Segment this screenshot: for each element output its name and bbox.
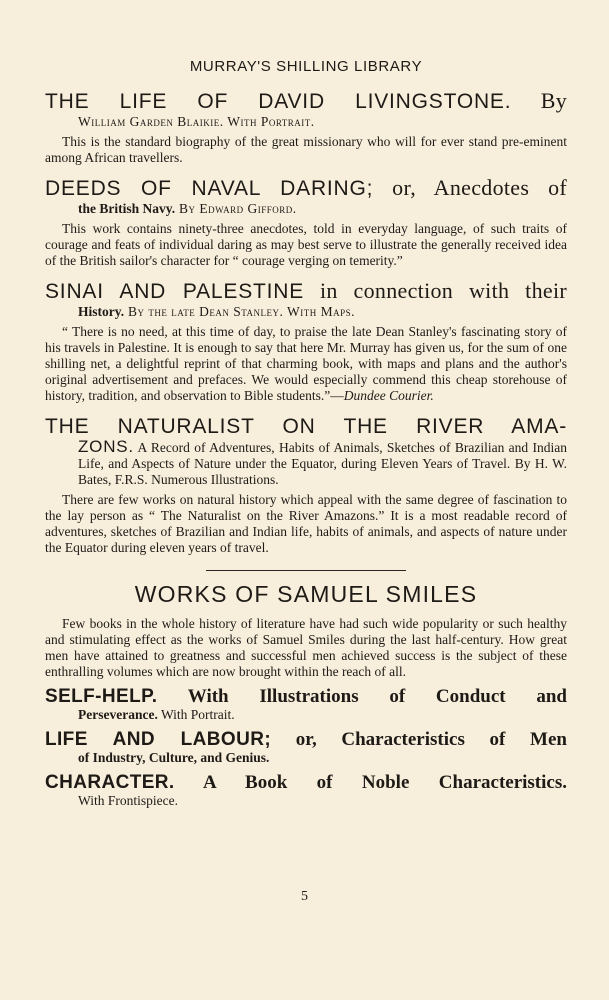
work-entry-character xyxy=(45,772,567,809)
book-title xyxy=(45,89,567,114)
book-author: By Edward Gifford. xyxy=(175,201,297,216)
book-title-tail: or, Anecdotes of xyxy=(373,175,568,200)
book-author: By the late Dean Stanley. With Maps. xyxy=(124,304,356,319)
work-entry-self-help xyxy=(45,686,567,723)
book-title-tail: By xyxy=(511,88,567,113)
work-title-tail: A Book of Noble Characteristics. xyxy=(174,772,567,793)
book-subtitle-text: History. xyxy=(78,304,125,319)
review-source: Dundee Courier. xyxy=(343,388,434,403)
book-details: A Record of Adventures, Habits of Animals, Sketches of Brazilian and Indian Life, and Aspects of Nature under the Equator, during Eleven Years of Travel. By H. W. Bates, F.R.S. Numerous Illustrations. xyxy=(78,440,567,487)
book-description: There are few works on natural history which appeal with the same degree of fascination to the lay person as “ The Naturalist on the River Amazons.” It is a most readable record of adventures, sketches of Brazilian and Indian life, habits of animals, and aspects of nature under the Equator during eleven years of travel. xyxy=(45,492,567,555)
book-entry-livingstone xyxy=(45,89,567,166)
book-entry-naturalist xyxy=(45,414,567,556)
work-title-main: SELF-HELP. xyxy=(45,686,158,707)
page-content xyxy=(45,58,567,809)
work-title xyxy=(45,729,567,750)
work-subtitle xyxy=(45,750,567,766)
book-title-tail: in connection with their xyxy=(304,278,567,303)
book-title-continuation xyxy=(45,439,567,488)
book-title-main: THE NATURALIST ON THE RIVER AMA- xyxy=(45,415,567,438)
book-review xyxy=(45,324,567,404)
work-subtitle-plain: With Portrait. xyxy=(157,707,235,722)
section-title: WORKS OF SAMUEL SMILES xyxy=(134,581,478,607)
book-subtitle-text: the British Navy. xyxy=(78,201,176,216)
review-quote: “ There is no need, at this time of day, to praise the late Dean Stanley's fascinating story of his travels in Palestine. It is enough to say that here Mr. Murray has given us, for the sum of one shilling net, a delightful reprint of that charming book, with maps and plans and the author's original advertisement and prefaces. We would especially commend this cheap storehouse of history, tradition, and observation to Bible students.”— xyxy=(45,324,567,403)
section-divider xyxy=(206,570,406,571)
book-entry-naval-daring xyxy=(45,176,567,269)
book-title xyxy=(45,176,567,201)
work-title-main: LIFE AND LABOUR; xyxy=(45,729,272,750)
page-number: 5 xyxy=(301,889,308,904)
book-title-cont: ZONS. xyxy=(78,437,134,456)
book-subtitle xyxy=(45,304,567,320)
work-title xyxy=(45,686,567,707)
work-subtitle-plain: With Frontispiece. xyxy=(78,793,178,808)
book-title xyxy=(45,279,567,304)
work-subtitle xyxy=(45,707,567,723)
smiles-section xyxy=(45,581,567,809)
book-title-main: DEEDS OF NAVAL DARING; xyxy=(45,177,374,200)
work-title xyxy=(45,772,567,793)
book-description: This work contains ninety-three anecdotes, told in everyday language, of such traits of courage and feats of individual daring as may best serve to illustrate the generally received idea of the British sailor's character for “ courage verging on temerity.” xyxy=(45,221,567,268)
book-entry-sinai-palestine xyxy=(45,279,567,404)
section-intro: Few books in the whole history of literature have had such wide popularity or such healthy and stimulating effect as the works of Samuel Smiles during the last half-century. How great men have attained to greatness and successful men achieved success is the subject of these enthralling volumes which are now brought within the reach of all. xyxy=(45,616,567,679)
book-title xyxy=(45,414,567,439)
book-author: William Garden Blaikie. With Portrait. xyxy=(78,114,315,129)
work-title-main: CHARACTER. xyxy=(45,772,175,793)
work-title-tail: or, Characteristics of Men xyxy=(271,729,567,750)
work-subtitle-bold: Perseverance. xyxy=(78,707,158,722)
book-title-main: THE LIFE OF DAVID LIVINGSTONE. xyxy=(45,90,512,113)
running-head: MURRAY'S SHILLING LIBRARY xyxy=(189,58,423,75)
work-title-tail: With Illustrations of Conduct and xyxy=(157,686,567,707)
book-description: This is the standard biography of the great missionary who will for ever stand pre-eminent among African travellers. xyxy=(45,134,567,165)
work-entry-life-and-labour xyxy=(45,729,567,766)
work-subtitle-bold: of Industry, Culture, and Genius. xyxy=(78,750,270,765)
book-title-main: SINAI AND PALESTINE xyxy=(45,280,305,303)
work-subtitle xyxy=(45,793,567,809)
book-subtitle xyxy=(45,201,567,217)
